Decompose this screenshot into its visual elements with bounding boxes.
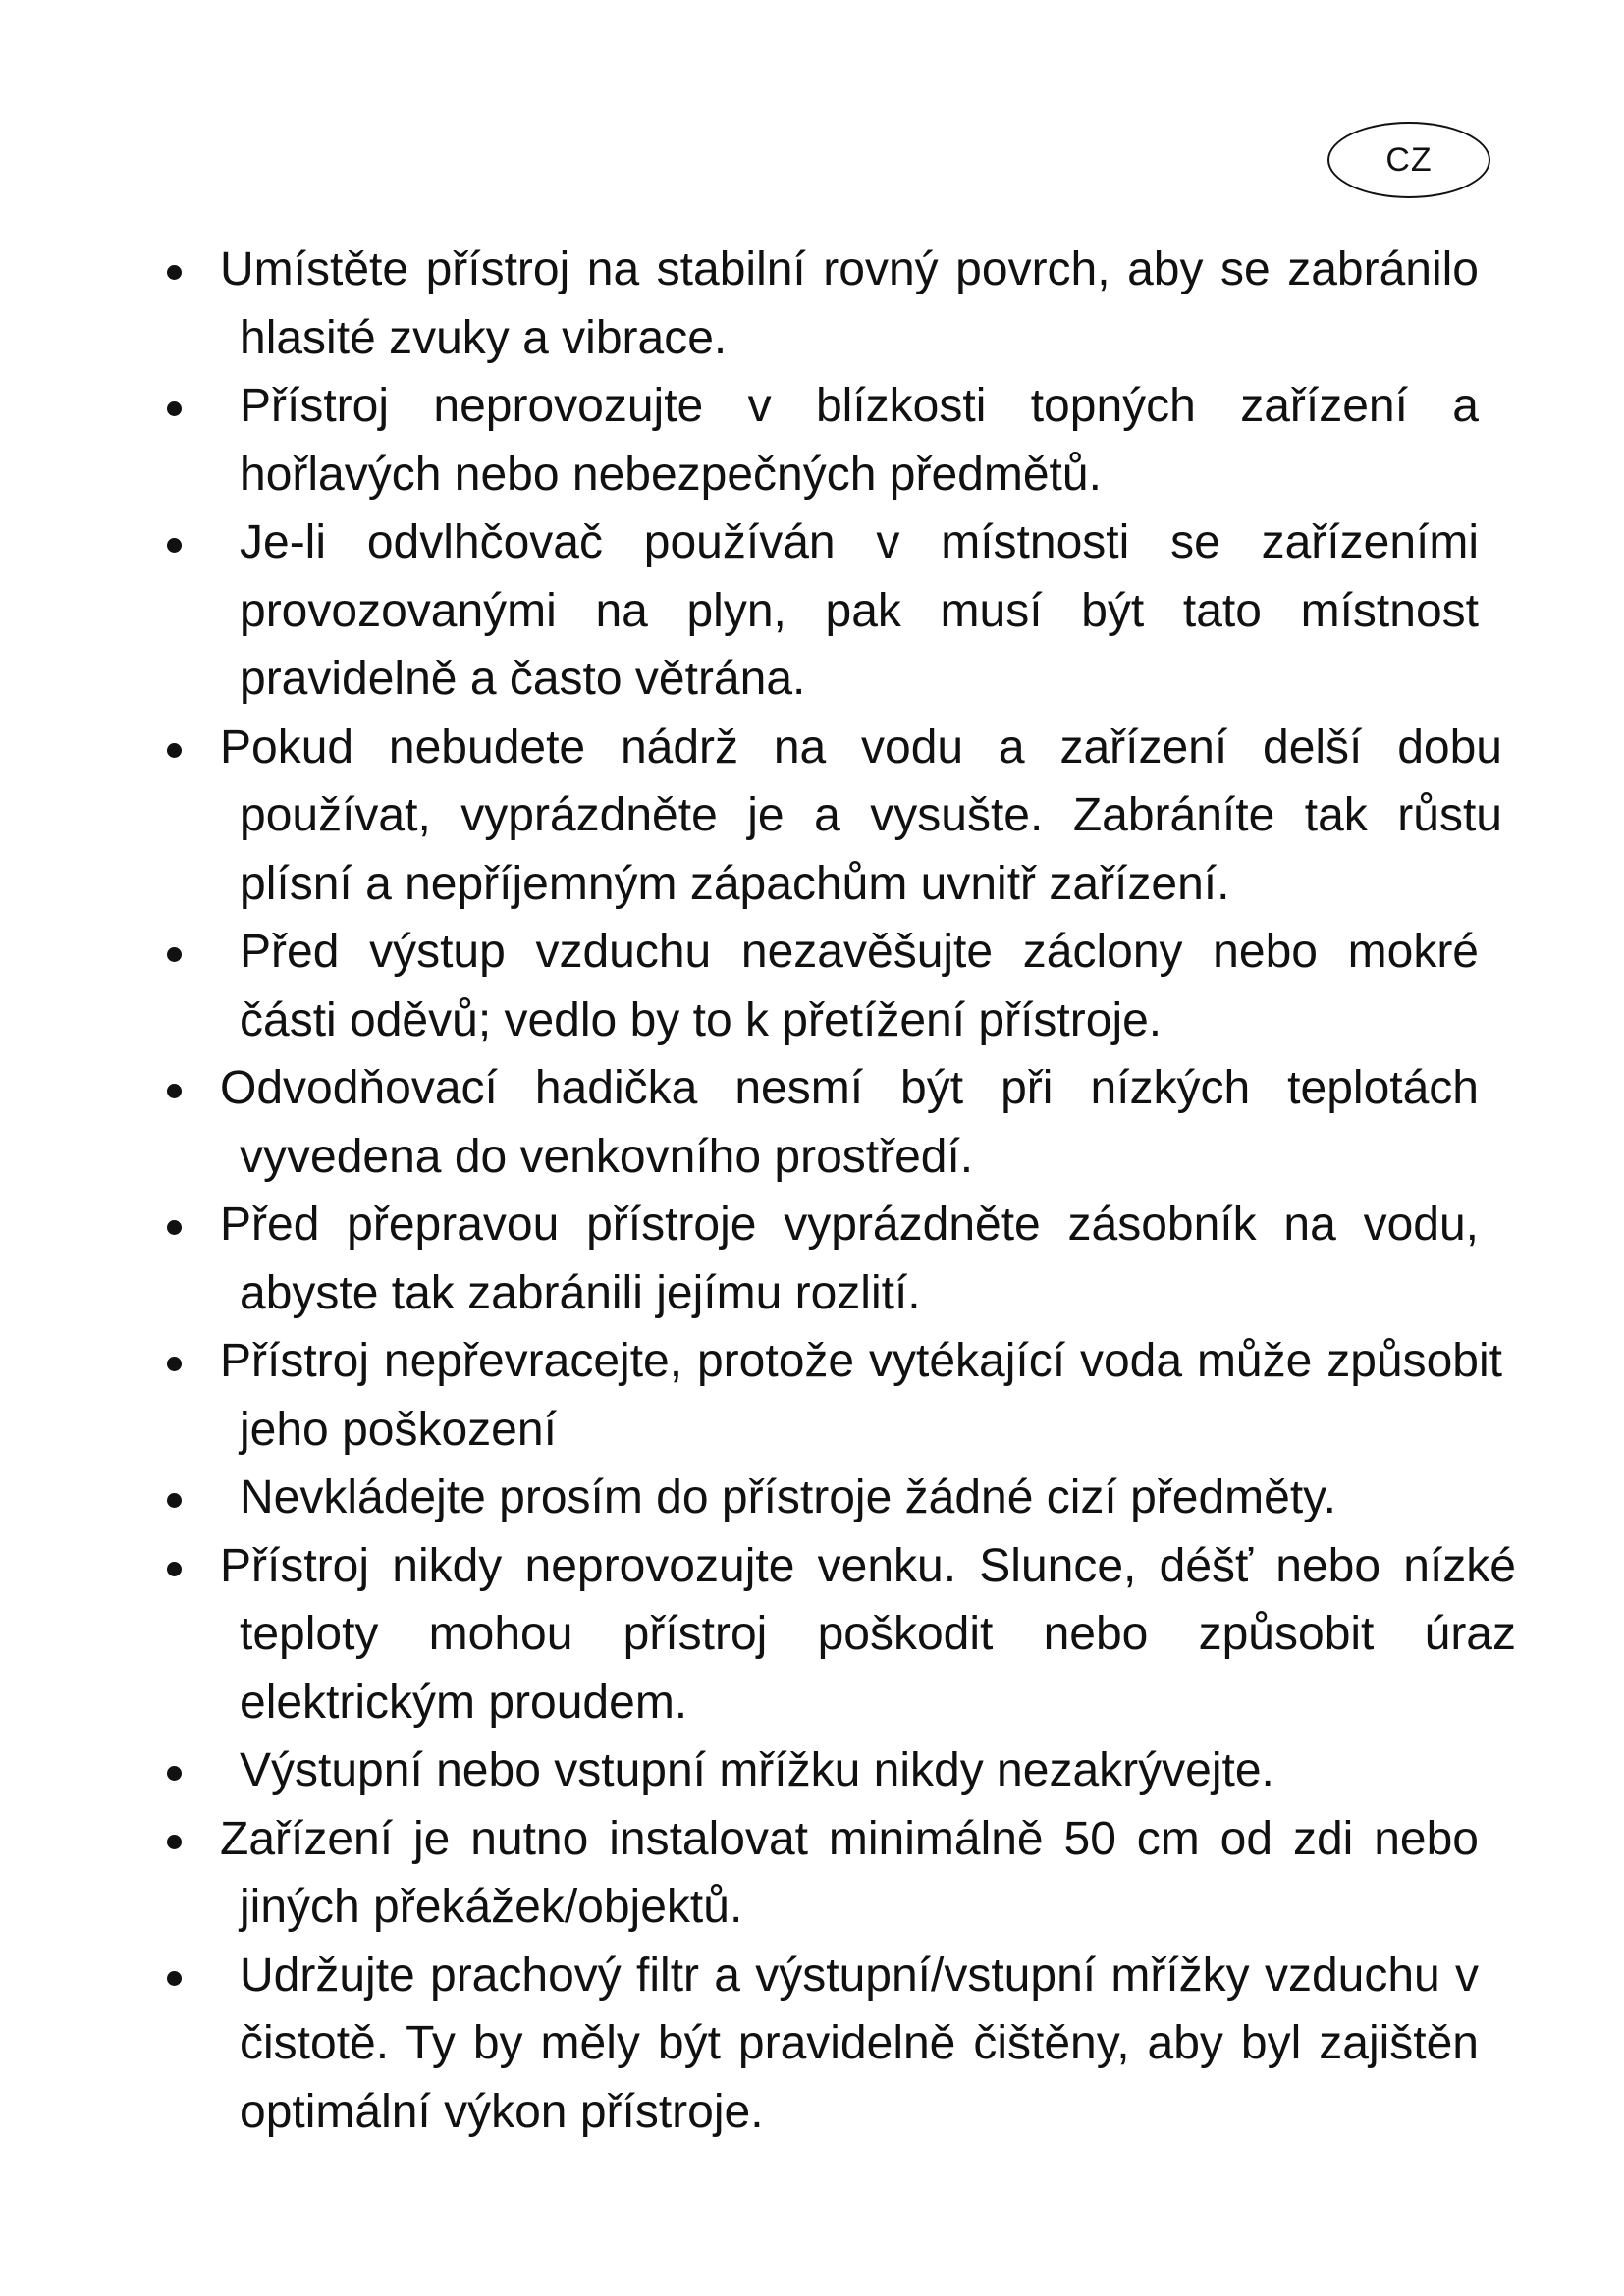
bullet-icon <box>167 538 182 553</box>
list-item-text: Nevkládejte prosím do přístroje žádné cizí předměty. <box>240 1471 1336 1523</box>
bullet-icon <box>167 1835 182 1849</box>
list-item <box>0 1532 1624 1737</box>
language-badge: CZ <box>1327 122 1490 198</box>
list-item-text: Je-li odvlhčovač používán v místnosti se zařízeními provozovanými na plyn, pak musí být tato místnost pravidelně a často větrána. <box>240 516 1479 705</box>
bullet-icon <box>167 1220 182 1235</box>
list-item <box>0 236 1624 372</box>
list-item-text: Zařízení je nutno instalovat minimálně 50 cm od zdi nebo jiných překážek/objektů. <box>220 1812 1479 1933</box>
list-item <box>0 1191 1624 1327</box>
bullet-icon <box>167 401 182 416</box>
list-item-text: Pokud nebudete nádrž na vodu a zařízení delší dobu používat, vyprázdněte je a vysušte. Zabráníte tak růstu plísní a nepříjemným zápachům uvnitř zařízení. <box>220 721 1502 910</box>
list-item-text: Umístěte přístroj na stabilní rovný povrch, aby se zabránilo hlasité zvuky a vibrace. <box>220 243 1479 364</box>
list-item-text: Udržujte prachový filtr a výstupní/vstupní mřížky vzduchu v čistotě. Ty by měly být pravidelně čištěny, aby byl zajištěn optimální výkon přístroje. <box>240 1949 1479 2138</box>
bullet-icon <box>167 1971 182 1986</box>
list-item <box>0 508 1624 714</box>
list-item <box>0 1736 1624 1805</box>
list-item-text: Výstupní nebo vstupní mřížku nikdy nezakrývejte. <box>240 1744 1274 1796</box>
list-item <box>0 918 1624 1054</box>
list-item <box>0 714 1624 919</box>
list-item-text: Před přepravou přístroje vyprázdněte zásobník na vodu, abyste tak zabránili jejímu rozlití. <box>220 1199 1479 1319</box>
list-item-text: Přístroj neprovozujte v blízkosti topných zařízení a hořlavých nebo nebezpečných předmětů. <box>240 380 1479 501</box>
bullet-icon <box>167 1493 182 1508</box>
bullet-icon <box>167 1357 182 1371</box>
list-item-text: Přístroj nepřevracejte, protože vytékající voda může způsobit jeho poškození <box>220 1335 1502 1456</box>
bullet-icon <box>167 947 182 962</box>
list-item <box>0 1805 1624 1942</box>
bullet-icon <box>167 1084 182 1098</box>
list-item-text: Přístroj nikdy neprovozujte venku. Slunce, déšť nebo nízké teploty mohou přístroj poškodit nebo způsobit úraz elektrickým proudem. <box>220 1539 1516 1729</box>
bullet-icon <box>167 1562 182 1576</box>
list-item <box>0 372 1624 508</box>
safety-instructions-list <box>0 236 1624 2146</box>
list-item <box>0 1327 1624 1464</box>
bullet-icon <box>167 743 182 758</box>
list-item <box>0 1054 1624 1191</box>
list-item-text: Odvodňovací hadička nesmí být při nízkých teplotách vyvedena do venkovního prostředí. <box>220 1062 1479 1183</box>
bullet-icon <box>167 1766 182 1781</box>
list-item-text: Před výstup vzduchu nezavěšujte záclony nebo mokré části oděvů; vedlo by to k přetížení přístroje. <box>240 926 1479 1046</box>
bullet-icon <box>167 265 182 280</box>
list-item <box>0 1464 1624 1532</box>
list-item <box>0 1942 1624 2147</box>
